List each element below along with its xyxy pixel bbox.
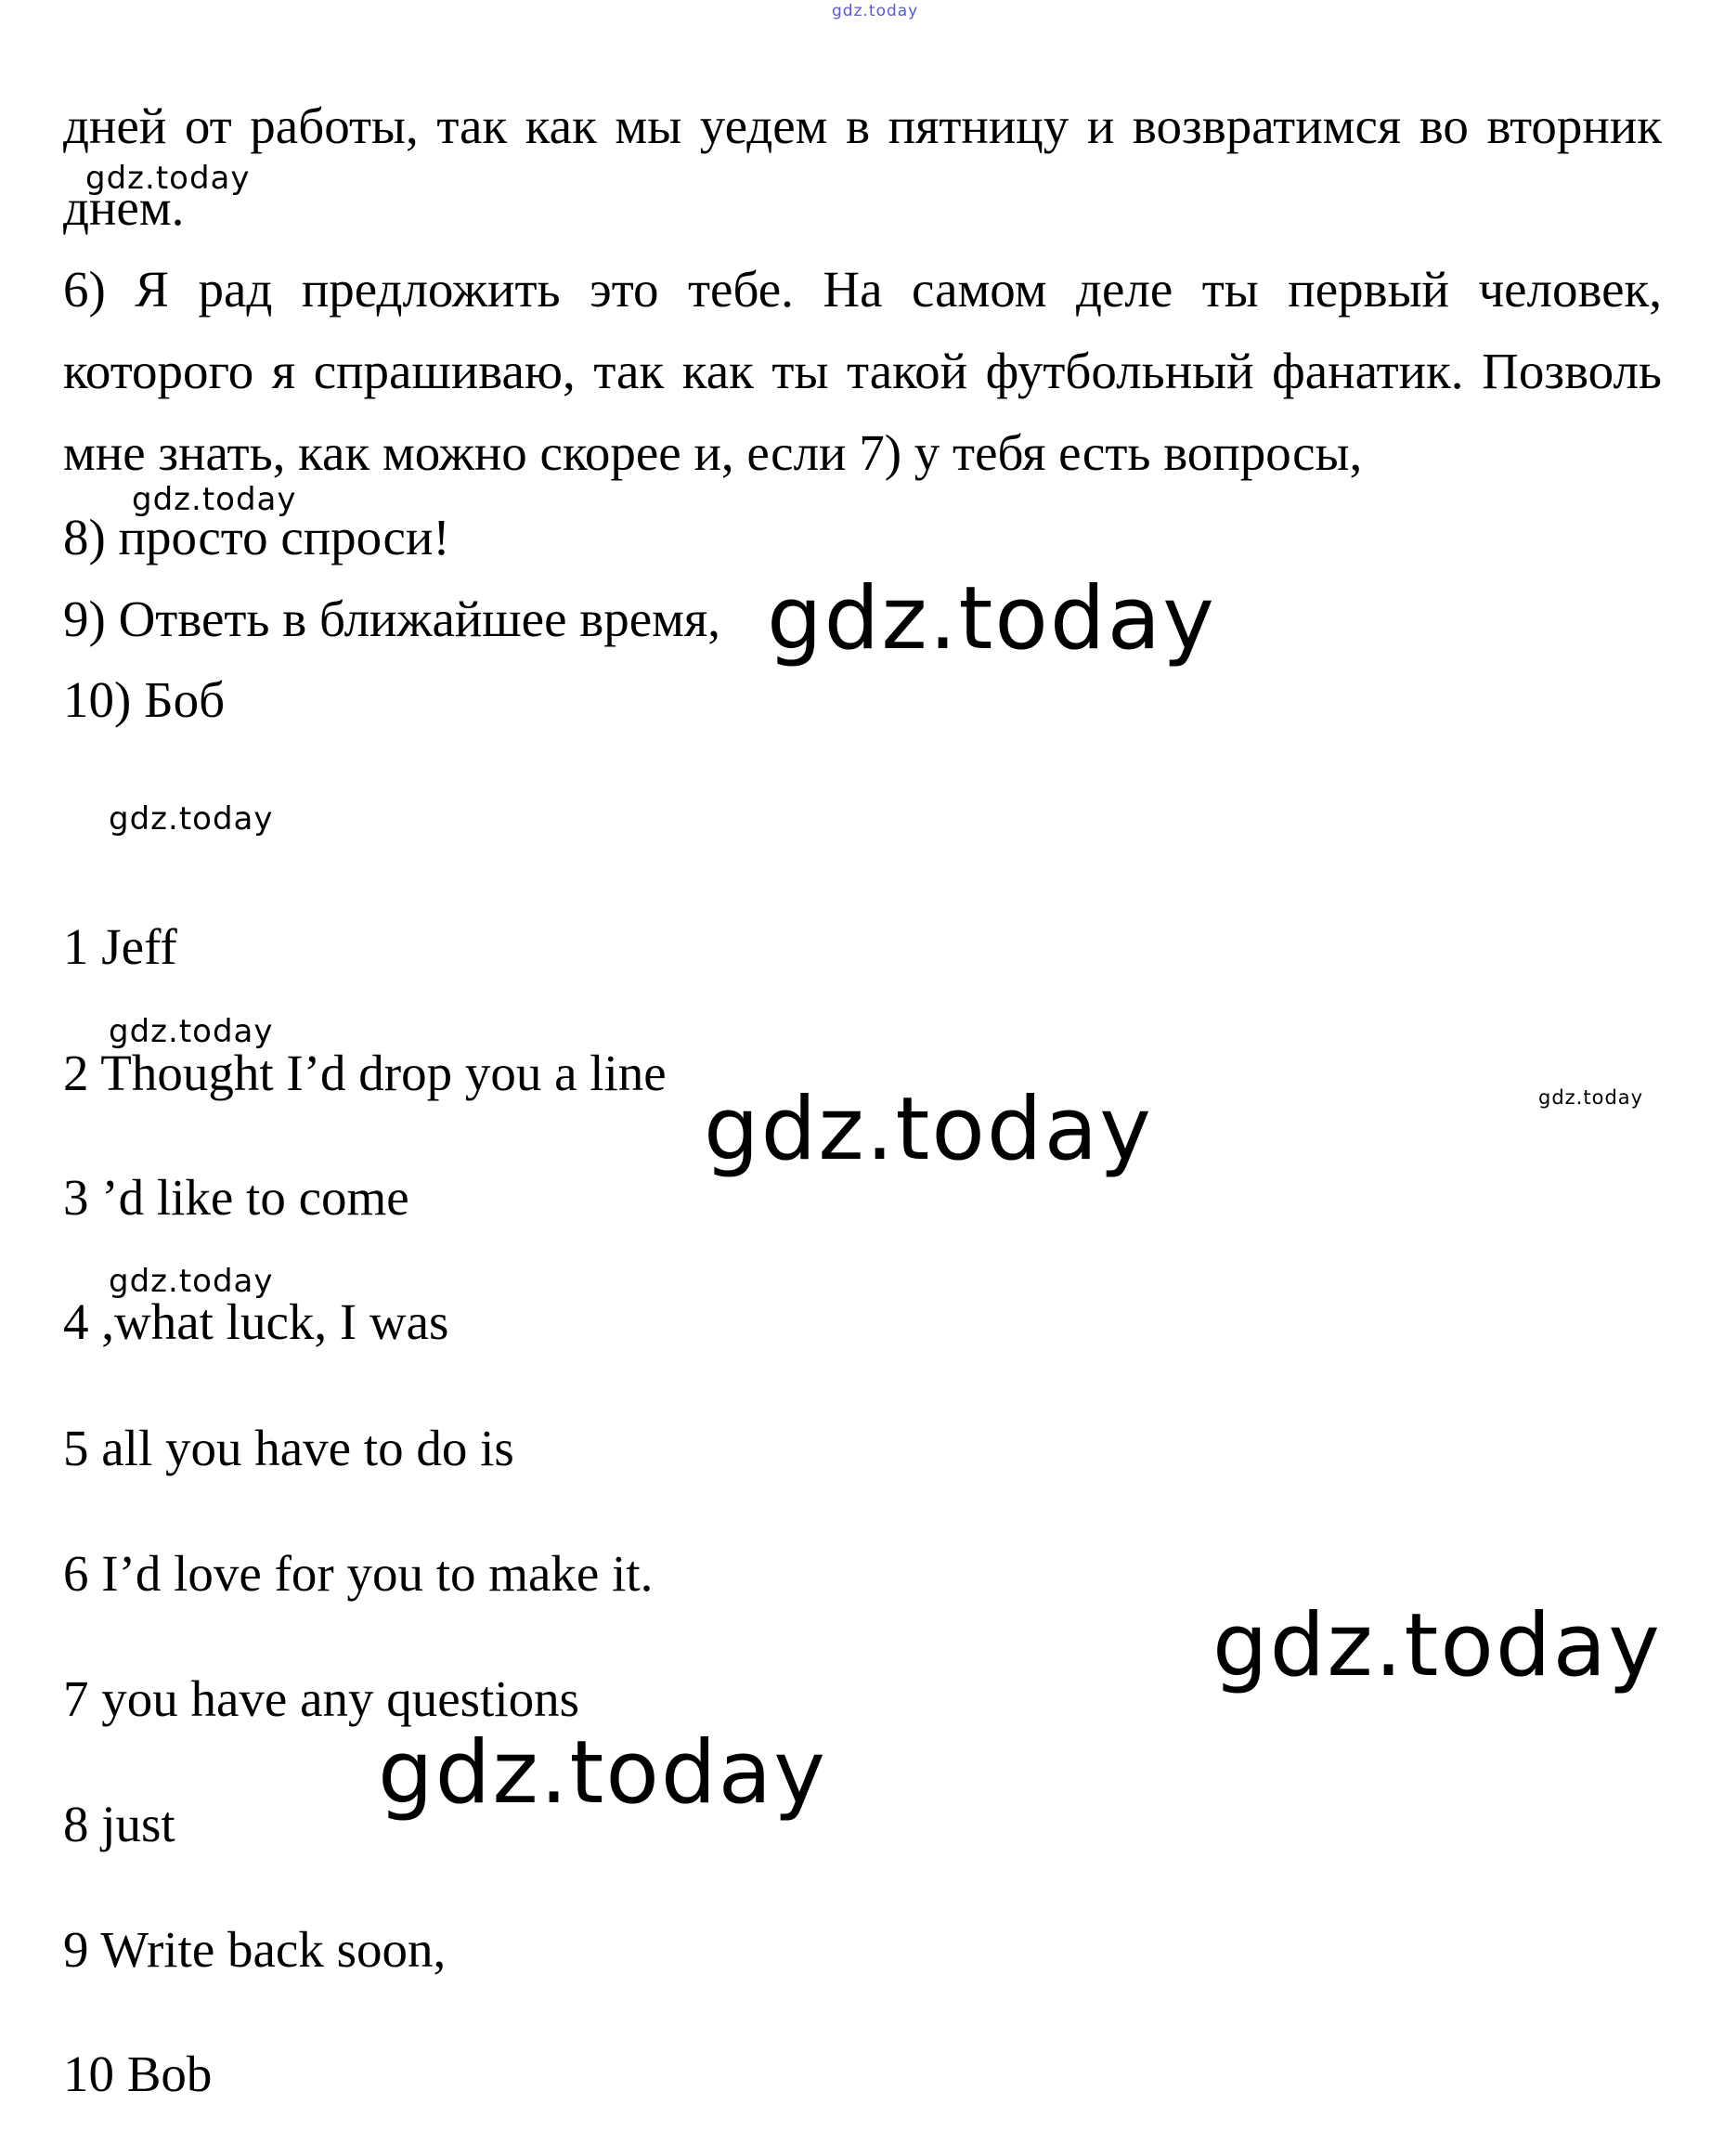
watermark-small-4: gdz.today bbox=[109, 1013, 274, 1050]
watermark-small-5: gdz.today bbox=[109, 1263, 274, 1300]
watermark-large-3: gdz.today bbox=[1212, 1595, 1662, 1696]
watermark-tiny-1: gdz.today bbox=[1538, 1086, 1644, 1109]
answer-1: 1 Jeff bbox=[63, 918, 177, 975]
watermark-small-1: gdz.today bbox=[85, 160, 251, 197]
answer-4: 4 ,what luck, I was bbox=[63, 1293, 449, 1350]
watermark-large-2: gdz.today bbox=[704, 1079, 1153, 1180]
watermark-small-3: gdz.today bbox=[109, 800, 274, 838]
answer-9: 9 Write back soon, bbox=[63, 1921, 447, 1978]
answer-7: 7 you have any questions bbox=[63, 1670, 580, 1727]
watermark-small-2: gdz.today bbox=[132, 481, 297, 518]
answer-3: 3 ’d like to come bbox=[63, 1169, 409, 1226]
line-9-ru: 9) Ответь в ближайшее время, bbox=[63, 591, 720, 647]
paragraph-1: дней от работы, так как мы уедем в пятницу и возвратимся во вторник днем. bbox=[63, 97, 1662, 236]
watermark-large-1: gdz.today bbox=[767, 568, 1216, 669]
answer-8: 8 just bbox=[63, 1796, 175, 1852]
answer-6: 6 I’d love for you to make it. bbox=[63, 1545, 654, 1602]
watermark-large-4: gdz.today bbox=[378, 1722, 827, 1824]
answer-2: 2 Thought I’d drop you a line bbox=[63, 1045, 667, 1101]
line-8-ru: 8) просто спроси! bbox=[63, 509, 450, 565]
answer-5: 5 all you have to do is bbox=[63, 1420, 514, 1476]
answer-10: 10 Bob bbox=[63, 2046, 213, 2102]
paragraph-2: 6) Я рад предложить это тебе. На самом деле ты первый человек, которого я спрашиваю, так как ты такой футбольный фанатик. Позволь мне знать, как можно скорее и, если 7) у тебя есть вопросы, bbox=[63, 261, 1662, 481]
watermark-top: gdz.today bbox=[832, 2, 919, 20]
line-10-ru: 10) Боб bbox=[63, 671, 226, 728]
